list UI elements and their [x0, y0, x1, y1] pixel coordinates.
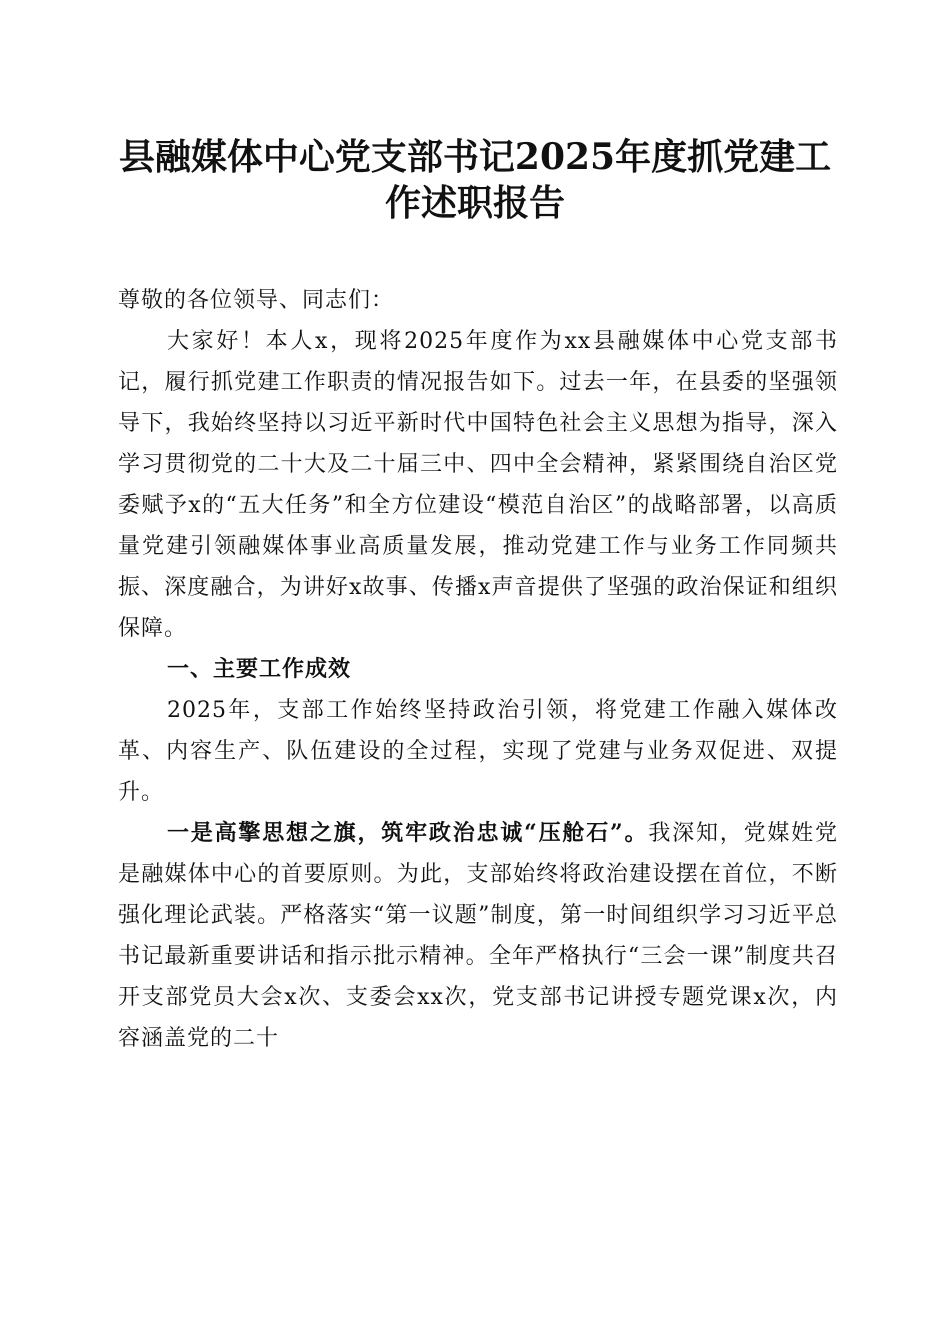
section-heading: 一、主要工作成效: [167, 657, 352, 682]
section-intro-paragraph: 2025年，支部工作始终坚持政治引领，将党建工作融入媒体改革、内容生产、队伍建设的全过程，实现了党建与业务双促进、双提升。: [118, 698, 838, 805]
document-body: [118, 280, 838, 1059]
salutation: 尊敬的各位领导、同志们：: [118, 288, 395, 313]
point-body-text: 我深知，党媒姓党是融媒体中心的首要原则。为此，支部始终将政治建设摆在首位，不断强化理论武装。严格落实“第一议题”制度，第一时间组织学习习近平总书记最新重要讲话和指示批示精神。全年严格执行“三会一课”制度共召开支部党员大会x次、支委会xx次，党支部书记讲授专题党课x次，内容涵盖党的二十: [118, 821, 838, 1051]
point-paragraph: [118, 813, 838, 1059]
point-lead-text: 一是高擎思想之旗，筑牢政治忠诚“压舱石”。: [167, 820, 649, 846]
document-title: 县融媒体中心党支部书记2025年度抓党建工作述职报告: [118, 136, 832, 224]
opening-paragraph: 大家好！本人x，现将2025年度作为xx县融媒体中心党支部书记，履行抓党建工作职责的情况报告如下。过去一年，在县委的坚强领导下，我始终坚持以习近平新时代中国特色社会主义思想为指导，深入学习贯彻党的二十大及二十届三中、四中全会精神，紧紧围绕自治区党委赋予x的“五大任务”和全方位建设“模范自治区”的战略部署，以高质量党建引领融媒体事业高质量发展，推动党建工作与业务工作同频共振、深度融合，为讲好x故事、传播x声音提供了坚强的政治保证和组织保障。: [118, 329, 838, 641]
